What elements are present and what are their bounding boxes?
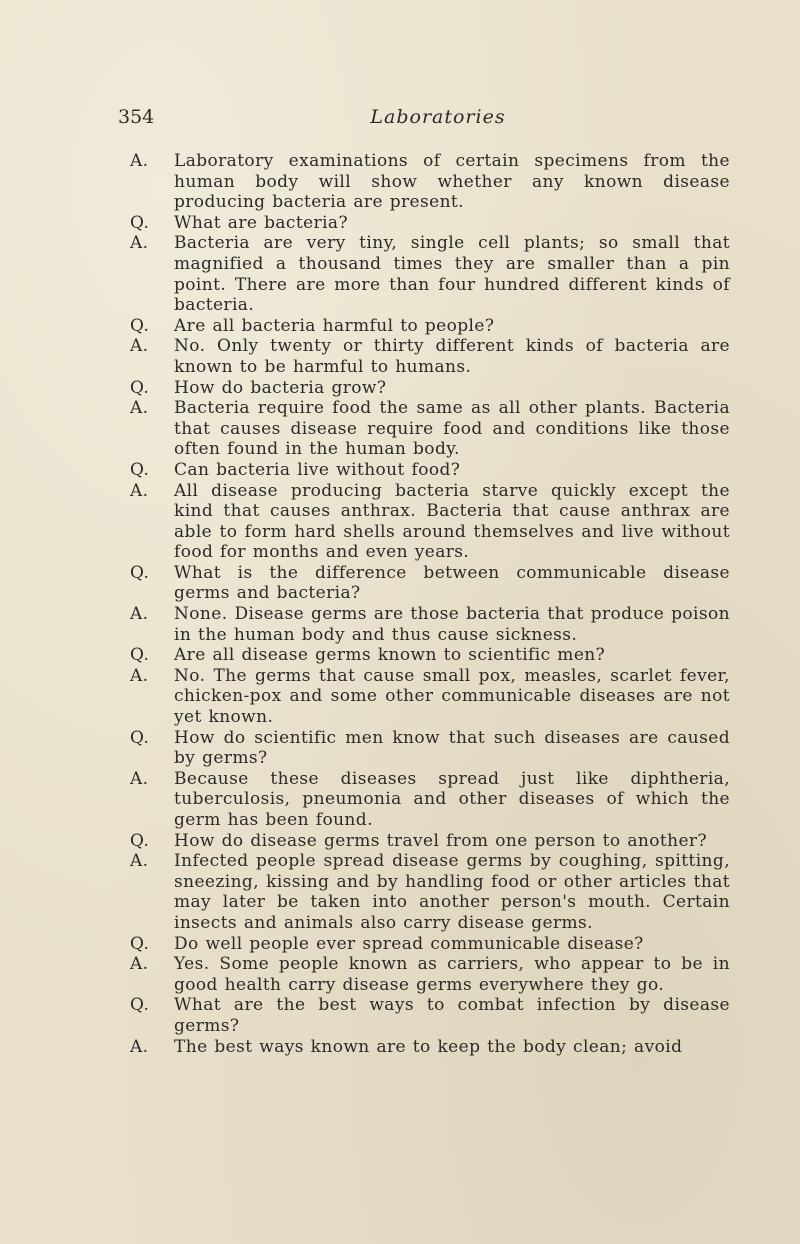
answer-entry — [130, 1037, 730, 1058]
question-entry — [130, 831, 730, 852]
question-entry — [130, 563, 730, 604]
entry-marker: Q. — [130, 933, 150, 954]
entry-marker: A. — [130, 336, 149, 357]
question-entry — [130, 316, 730, 337]
entry-text: Are all disease germs known to scientific men? — [174, 645, 606, 666]
question-entry — [130, 645, 730, 666]
running-head: Laboratories — [370, 106, 506, 128]
entry-text: What is the difference between communicable disease germs and bacteria? — [174, 562, 730, 604]
entry-marker: A. — [130, 665, 149, 686]
answer-entry — [130, 336, 730, 377]
page-header — [118, 106, 718, 134]
entry-text: Are all bacteria harmful to people? — [174, 315, 495, 336]
entry-text: Infected people spread disease germs by coughing, spitting, sneezing, kissing and by handling food or other articles that may later be taken into another person's mouth. Certain insects and animals also carry disease germs. — [174, 851, 730, 933]
answer-entry — [130, 666, 730, 728]
answer-entry — [130, 233, 730, 315]
entry-marker: A. — [130, 1036, 149, 1057]
entry-text: Bacteria are very tiny, single cell plants; so small that magnified a thousand times they are smaller than a pin point. There are more than four hundred different kinds of bacteria. — [174, 233, 730, 316]
entry-text: Bacteria require food the same as all other plants. Bacteria that causes disease require food and conditions like those often found in the human body. — [174, 398, 730, 460]
entry-marker: Q. — [130, 315, 150, 336]
entry-marker: Q. — [130, 562, 150, 583]
entry-text: Can bacteria live without food? — [174, 459, 461, 480]
question-entry — [130, 460, 730, 481]
entry-marker: A. — [130, 954, 149, 975]
entry-text: Laboratory examinations of certain specimens from the human body will show whether any known disease producing bacteria are present. — [174, 151, 730, 213]
entry-text: No. Only twenty or thirty different kinds of bacteria are known to be harmful to humans. — [174, 336, 730, 377]
entry-text: Yes. Some people known as carriers, who appear to be in good health carry disease germs everywhere they go. — [174, 954, 730, 995]
question-entry — [130, 213, 730, 234]
question-entry — [130, 728, 730, 769]
answer-entry — [130, 481, 730, 563]
entry-marker: Q. — [130, 830, 150, 851]
entry-text: How do disease germs travel from one person to another? — [174, 830, 707, 851]
entry-text: No. The germs that cause small pox, measles, scarlet fever, chicken-pox and some other communicable diseases are not yet known. — [174, 665, 730, 728]
entry-text: How do bacteria grow? — [174, 377, 387, 398]
entry-marker: Q. — [130, 212, 150, 233]
entry-marker: Q. — [130, 377, 150, 398]
question-entry — [130, 995, 730, 1036]
entry-text: All disease producing bacteria starve quickly except the kind that causes anthrax. Bacteria that cause anthrax are able to form hard shells around themselves and live without food for months and even years. — [174, 480, 730, 563]
entry-marker: Q. — [130, 995, 150, 1016]
entry-marker: A. — [130, 398, 149, 419]
question-entry — [130, 934, 730, 955]
entry-marker: A. — [130, 151, 149, 171]
entry-text: None. Disease germs are those bacteria that produce poison in the human body and thus cause sickness. — [174, 604, 730, 645]
answer-entry — [130, 769, 730, 831]
answer-entry — [130, 604, 730, 645]
entry-marker: Q. — [130, 727, 150, 748]
question-answer-list — [130, 151, 730, 1057]
question-entry — [130, 378, 730, 399]
answer-entry — [130, 954, 730, 995]
entry-text: How do scientific men know that such diseases are caused by germs? — [174, 727, 730, 769]
page-number: 354 — [118, 106, 155, 128]
entry-text: Do well people ever spread communicable disease? — [174, 933, 644, 954]
answer-entry — [130, 398, 730, 460]
entry-text: What are the best ways to combat infection by disease germs? — [174, 995, 730, 1036]
entry-text: The best ways known are to keep the body clean; avoid — [174, 1036, 683, 1057]
entry-marker: A. — [130, 768, 149, 789]
entry-marker: Q. — [130, 459, 150, 480]
entry-text: Because these diseases spread just like diphtheria, tuberculosis, pneumonia and other diseases of which the germ has been found. — [174, 768, 730, 830]
entry-marker: A. — [130, 851, 149, 872]
answer-entry — [130, 851, 730, 933]
entry-marker: A. — [130, 604, 149, 625]
entry-marker: A. — [130, 480, 149, 501]
entry-marker: Q. — [130, 645, 150, 666]
entry-marker: A. — [130, 233, 149, 254]
entry-text: What are bacteria? — [174, 212, 348, 233]
answer-entry — [130, 151, 730, 213]
